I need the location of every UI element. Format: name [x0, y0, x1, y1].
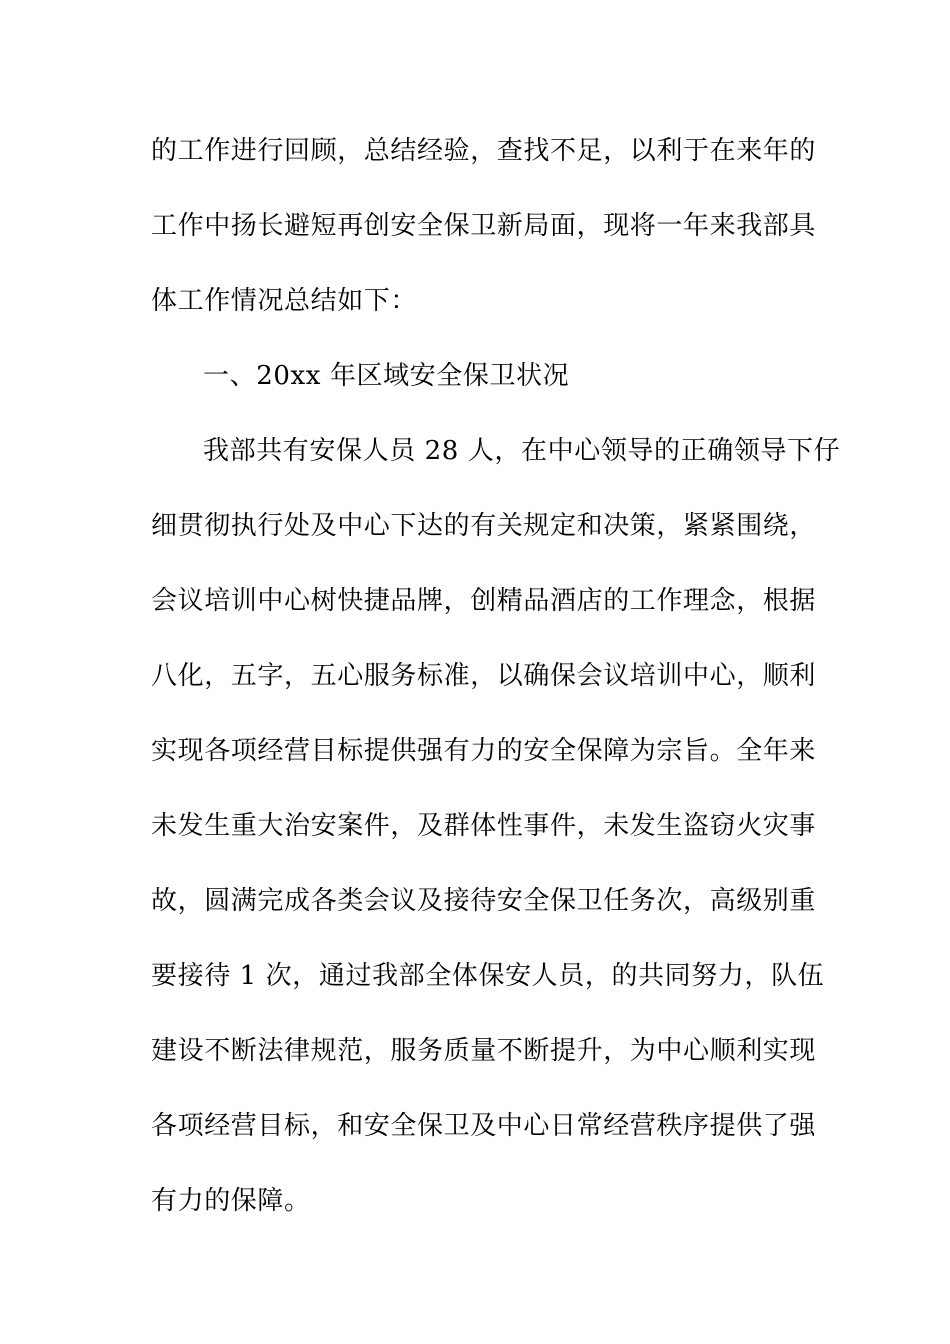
body-line: 未发生重大治安案件，及群体性事件，未发生盗窃火灾事	[151, 811, 817, 841]
body-line: 会议培训中心树快捷品牌，创精品酒店的工作理念，根据	[151, 586, 817, 616]
section-heading: 一、20xx 年区域安全保卫状况	[203, 361, 570, 391]
body-line: 体工作情况总结如下：	[151, 286, 418, 316]
body-line: 工作中扬长避短再创安全保卫新局面，现将一年来我部具	[151, 211, 817, 241]
body-line: 我部共有安保人员 28 人，在中心领导的正确领导下仔	[203, 436, 841, 466]
body-line: 故，圆满完成各类会议及接待安全保卫任务次，高级别重	[151, 886, 817, 916]
body-line: 的工作进行回顾，总结经验，查找不足，以利于在来年的	[151, 136, 817, 166]
body-line: 八化，五字，五心服务标准，以确保会议培训中心，顺利	[151, 661, 817, 691]
body-line: 细贯彻执行处及中心下达的有关规定和决策，紧紧围绕，	[151, 511, 817, 541]
body-line: 各项经营目标，和安全保卫及中心日常经营秩序提供了强	[151, 1111, 817, 1141]
body-line: 实现各项经营目标提供强有力的安全保障为宗旨。全年来	[151, 736, 817, 766]
body-line: 建设不断法律规范，服务质量不断提升，为中心顺利实现	[151, 1036, 817, 1066]
document-body	[151, 126, 841, 1251]
body-line: 要接待 1 次，通过我部全体保安人员，的共同努力，队伍	[151, 961, 825, 991]
body-line: 有力的保障。	[151, 1186, 311, 1216]
